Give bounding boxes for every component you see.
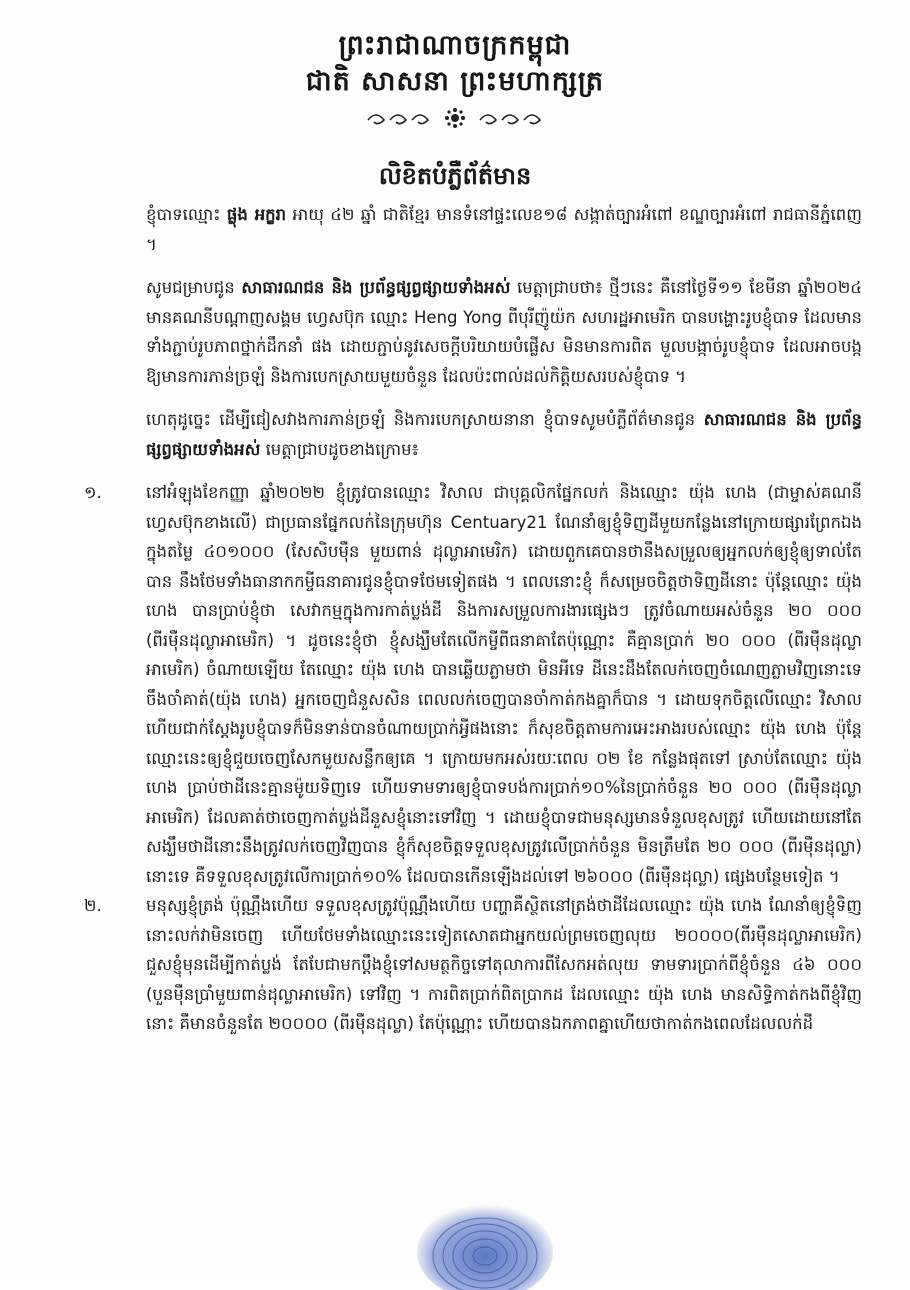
audience-bold-2: សាធារណជន និង ប្រព័ន្ធផ្សព្វផ្សាយទាំងអស់ (146, 410, 862, 459)
clarification-text-end: មេត្តាជ្រាបដូចខាងក្រោម៖ (260, 439, 419, 459)
clarification-intro-paragraph (146, 405, 862, 464)
author-name: ផ្លុង អក្ខរា (226, 205, 287, 224)
intro-text-start: ខ្ញុំបាទឈ្មោះ (146, 205, 227, 224)
document-body (84, 200, 862, 1039)
thumbprint-icon (410, 1190, 560, 1290)
list-item (84, 478, 862, 891)
document-header (0, 28, 910, 130)
kingdom-heading: ព្រះរាជាណាចក្រកម្ពុជា (338, 30, 572, 61)
list-item (84, 891, 862, 1039)
intro-paragraph (146, 200, 862, 259)
list-item-2-text: មនុស្សខ្ញុំត្រង់ ប៉ុណ្ណឹងហើយ ទទួលខុសត្រូវប៉ុណ្ណឹងហើយ បញ្ហាគឺស្ថិតនៅត្រង់ថាដីដែលឈ្មោះ យ៉ុង ហេង ណែនាំឲ្យខ្ញុំទិញនោះលក់វាមិនចេញ ហើយថែមទាំងឈ្មោះនេះទៀតសោតជាអ្នកយល់ព្រមចេញលុយ ២០០០០(ពីរមុឺនដុល្លាអាមេរិក) ជួសខ្ញុំមុនដើម្បីកាត់ប្លង់ តែបែជាមកប្ដឹងខ្ញុំទៅសមត្ថកិច្ចទៅតុលាការពីសែកអត់លុយ ទាមទារប្រាក់ពីខ្ញុំចំនួន ៤៦ ០០០ (បួនមុឺនប្រាំមួយពាន់ដុល្លាអាមេរិក) ទៅវិញ ។ ការពិតប្រាក់ពិតប្រាកដ ដែលឈ្មោះ យ៉ុង ហេង មានសិទ្ធិកាត់កងពីខ្ញុំវិញនោះ គឺមានចំនួនតែ ២០០០០ (ពីរមុឺនដុល្លា) តែប៉ុណ្ណោះ ហើយបានឯកភាពគ្នាហើយថាកាត់កងពេលដែលលក់ដី (146, 896, 862, 1033)
list-number-2: ២. (84, 896, 102, 915)
notice-text-start: សូមជម្រាបជូន (146, 278, 242, 297)
list-item-1-text: នៅអំឡុងខែកញ្ញា ឆ្នាំ២០២២ ខ្ញុំត្រូវបានឈ្មោះ វិសាល ជាបុគ្គលិកផ្នែកលក់ និងឈ្មោះ យ៉ុង ហេង (ជាម្ចាស់គណនីហ្វេសប៊ុកខាងលើ) ជាប្រធានផ្នែកលក់នៃក្រុមហ៊ុន Centuary21 ណែនាំឲ្យខ្ញុំទិញដីមួយកន្លែងនៅក្រោយផ្សារព្រែកឯង ក្នុងតម្លៃ ៤០១០០០ (សែសិបមុឺន មួយពាន់ ដុល្លាអាមេរិក) ដោយពួកគេបានថានឹងសម្រួលឲ្យអ្នកលក់ឲ្យខ្ញុំឲ្យទាល់តែបាន នឹងថែមទាំងធានាកកម្ចីធនាគារជូនខ្ញុំបាទថែមទៀតផង ។ ពេលនោះខ្ញុំ ក៏សម្រេចចិត្តថាទិញដីនោះ ប៉ុន្តែឈ្មោះ យ៉ុង ហេង បានប្រាប់ខ្ញុំថា សេវាកម្មក្នុងការកាត់ប្លង់ដី និងការសម្រួលការងារផ្សេងៗ ត្រូវចំណាយអស់ចំនួន ២០ ០០០ (ពីរមុឺនដុល្លាអាមេរិក) ។ ដូចនេះខ្ញុំថា ខ្ញុំសង្ឃឹមតែលើកម្ចីពីធនាគាតែប៉ុណ្ណោះ គឺគ្មានប្រាក់ ២០ ០០០ (ពីរមុឺនដុល្លាអាមេរិក) ចំណាយឡើយ តែឈ្មោះ យ៉ុង ហេង បានឆ្លើយភ្លាមថា មិនអីទេ ដីនេះដឹងតែលក់ចេញចំណេញភ្លាមវិញនោះទេ ចឹងចាំគាត់(យ៉ុង ហេង) អ្នកចេញជំនួសសិន ពេលលក់ចេញបានចាំកាត់កងគ្នាក៏បាន ។ ដោយទុកចិត្តលើឈ្មោះ វិសាល ហើយជាក់ស្ដែងរូបខ្ញុំបាទក៏មិនទាន់បានចំណាយប្រាក់អ្វីផងនោះ ក៏សុខចិត្តតាមការអេះអាងរបស់ឈ្មោះ យ៉ុង ហេង ប៉ុន្តែឈ្មោះនេះឲ្យខ្ញុំជួយចេញសែកមួយសន្លឹកឲ្យគេ ។ ក្រោយមកអស់រយៈពេល ០២ ខែ កន្លែងផុតទៅ ស្រាប់តែឈ្មោះ យ៉ុង ហេង ប្រាប់ថាដីនេះគ្មានម៉ូយទិញទេ ហើយទាមទារឲ្យខ្ញុំបាទបង់ការប្រាក់១០%នៃប្រាក់ចំនួន ២០ ០០០ (ពីរមុឺនដុល្លាអាមេរិក) ដែលគាត់ថាចេញកាត់ប្លង់ដីនួសខ្ញុំនោះទៅវិញ ។ ដោយខ្ញុំបាទជាមនុស្សមានទំនួលខុសត្រូវ ហើយដោយនៅតែសង្ឃឹមថាដីនោះនឹងត្រូវលក់ចេញវិញបាន ខ្ញុំក៏សុខចិត្តទទួលខុសត្រូវលើប្រាក់ចំនួន មិនត្រឹមតែ ២០ ០០០ (ពីរមុឺនដុល្លា) នោះទេ គឺទទួលខុសត្រូវលើការប្រាក់១០% ដែលបានកើនឡើងដល់ទៅ ២៦០០០ (ពីរមុឺនដុល្លា) ផ្សេងបន្ថែមទៀត ។ (146, 483, 862, 886)
notice-text-body: មេត្តាជ្រាបថា៖ ថ្មីៗនេះ គឺនៅថ្ងៃទី១១ ខែមីនា ឆ្នាំ២០២៤ មានគណនីបណ្ដាញសង្គម ហ្វេសប៊ុក ឈ្មោះ Heng Yong ពីបុរីញ៉ូយ៉ក សហរដ្ឋអាមេរិក បានបង្ហោះរូបខ្ញុំបាទ ដែលមានទាំងភ្ជាប់រូបភាពថ្នាក់ដឹកនាំ ផង ដោយភ្ជាប់នូវសេចក្ដីបរិយាយបំផ្លើស មិនមានការពិត មួលបង្កាច់រូបខ្ញុំបាទ ដែលអាចបង្កឱ្យមានការភាន់ច្រឡំ និងការបេកស្រាយមួយចំនួន ដែលប៉ះពាល់ដល់កិត្តិយសរបស់ខ្ញុំបាទ ។ (146, 278, 862, 386)
ornament-divider-icon (360, 106, 550, 130)
audience-bold: សាធារណជន និង ប្រព័ន្ធផ្សព្វផ្សាយទាំងអស់ (241, 278, 511, 297)
national-motto: ជាតិ សាសនា ព្រះមហាក្សត្រ (305, 66, 605, 97)
clarification-text-start: ហេតុដូច្នេះ ដើម្បីជៀសវាងការភាន់ច្រឡំ និងការបេកស្រាយនានា ខ្ញុំបាទសូមបំភ្លឺព័ត៌មានជូន (146, 410, 704, 429)
notice-paragraph (146, 273, 862, 391)
list-number-1: ១. (84, 483, 102, 502)
intro-text-end: អាយុ ៤២ ឆ្នាំ ជាតិខ្មែរ មានទំនៅផ្ទះលេខ១៨ សង្កាត់ច្បារអំពៅ ខណ្ឌច្បារអំពៅ រាជធានីភ្នំពេញ ។ (146, 205, 862, 254)
document-title: លិខិតបំភ្លឺព័ត៌មាន (378, 162, 532, 190)
